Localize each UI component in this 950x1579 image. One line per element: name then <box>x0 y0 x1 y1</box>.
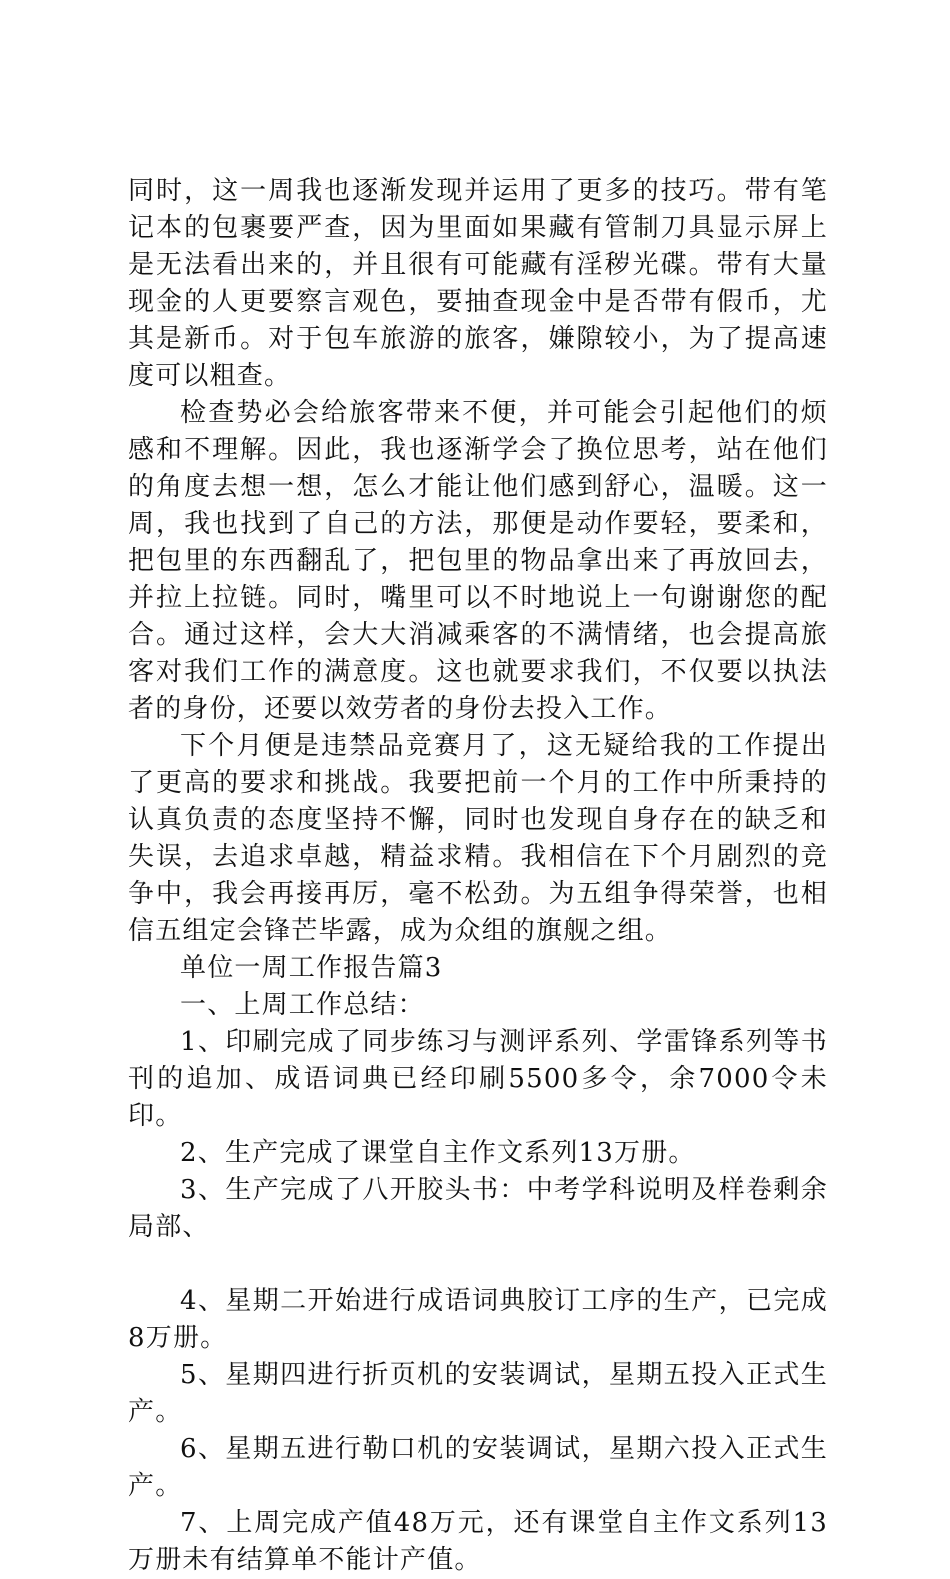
document-body <box>128 173 828 1579</box>
paragraph-competition: 下个月便是违禁品竞赛月了，这无疑给我的工作提出了更高的要求和挑战。我要把前一个月的工作中所秉持的认真负责的态度坚持不懈，同时也发现自身存在的缺乏和失误，去追求卓越，精益求精。我相信在下个月剧烈的竞争中，我会再接再厉，毫不松劲。为五组争得荣誉，也相信五组定会锋芒毕露，成为众组的旗舰之组。 <box>128 731 828 946</box>
list-item-7: 7、上周完成产值48万元，还有课堂自主作文系列13万册未有结算单不能计产值。 <box>128 1508 828 1575</box>
section-title: 一、上周工作总结： <box>180 990 425 1020</box>
list-item-4: 4、星期二开始进行成语词典胶订工序的生产，已完成8万册。 <box>128 1286 828 1353</box>
list-item-1: 1、印刷完成了同步练习与测评系列、学雷锋系列等书刊的追加、成语词典已经印刷5500多令，余7000令未印。 <box>128 1027 828 1131</box>
list-item-3: 3、生产完成了八开胶头书：中考学科说明及样卷剩余局部、 <box>128 1175 828 1242</box>
list-item-5: 5、星期四进行折页机的安装调试，星期五投入正式生产。 <box>128 1360 828 1427</box>
blank-line <box>128 1246 828 1283</box>
list-item-6: 6、星期五进行勒口机的安装调试，星期六投入正式生产。 <box>128 1434 828 1501</box>
report-heading: 单位一周工作报告篇3 <box>180 953 443 983</box>
list-item-2: 2、生产完成了课堂自主作文系列13万册。 <box>180 1138 696 1168</box>
paragraph-skills: 同时，这一周我也逐渐发现并运用了更多的技巧。带有笔记本的包裹要严查，因为里面如果藏有管制刀具显示屏上是无法看出来的，并且很有可能藏有淫秽光碟。带有大量现金的人更要察言观色，要抽查现金中是否带有假币，尤其是新币。对于包车旅游的旅客，嫌隙较小，为了提高速度可以粗查。 <box>128 176 828 391</box>
paragraph-empathy: 检查势必会给旅客带来不便，并可能会引起他们的烦感和不理解。因此，我也逐渐学会了换位思考，站在他们的角度去想一想，怎么才能让他们感到舒心，温暖。这一周，我也找到了自己的方法，那便是动作要轻，要柔和，把包里的东西翻乱了，把包里的物品拿出来了再放回去，并拉上拉链。同时，嘴里可以不时地说上一句谢谢您的配合。通过这样，会大大消减乘客的不满情绪，也会提高旅客对我们工作的满意度。这也就要求我们，不仅要以执法者的身份，还要以效劳者的身份去投入工作。 <box>128 398 828 724</box>
